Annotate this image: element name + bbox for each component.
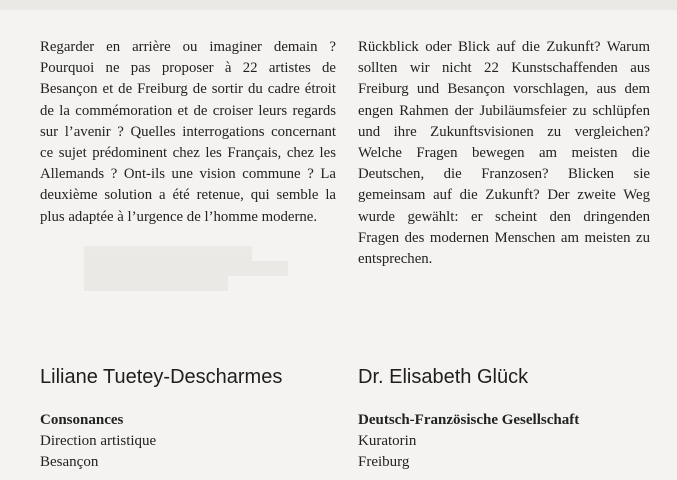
author-name-left: Liliane Tuetey-Descharmes [40, 366, 283, 388]
author-name-right: Dr. Elisabeth Glück [358, 366, 529, 388]
french-paragraph: Regarder en arrière ou imaginer demain ? Pourquoi ne pas proposer à 22 artistes de Besançon et de Freiburg de sortir du cadre étroit de la commémoration et de croiser leurs regards sur l’avenir ? Quelles interrogations concernant ce sujet prédominent chez les Français, chez les Allemands ? Ont-ils une vision commune ? La deuxième solution a été retenue, qui semble la plus adaptée à l’urgence de l’homme moderne. [40, 39, 336, 225]
show-through-text [84, 246, 324, 291]
role-left: Direction artistique [40, 433, 157, 449]
organization-right: Deutsch-Französische Gesellschaft [358, 412, 580, 428]
city-left: Besançon [40, 454, 99, 470]
page-top-edge [0, 0, 677, 10]
role-right: Kuratorin [358, 433, 417, 449]
organization-left: Consonances [40, 412, 124, 428]
city-right: Freiburg [358, 454, 410, 470]
german-paragraph: Rückblick oder Blick auf die Zukunft? Warum sollten wir nicht 22 Kunstschaffenden aus Freiburg und Besançon vorschlagen, aus dem engen Rahmen der Jubiläumsfeier zu schlüpfen und ihre Zukunftsvisionen zu vergleichen? Welche Fragen bewegen am meisten die Deutschen, die Franzosen? Blicken sie gemeinsam auf die Zukunft? Der zweite Weg wurde gewählt: er scheint den dringenden Fragen des modernen Menschen am meisten zu entsprechen. [358, 39, 650, 268]
